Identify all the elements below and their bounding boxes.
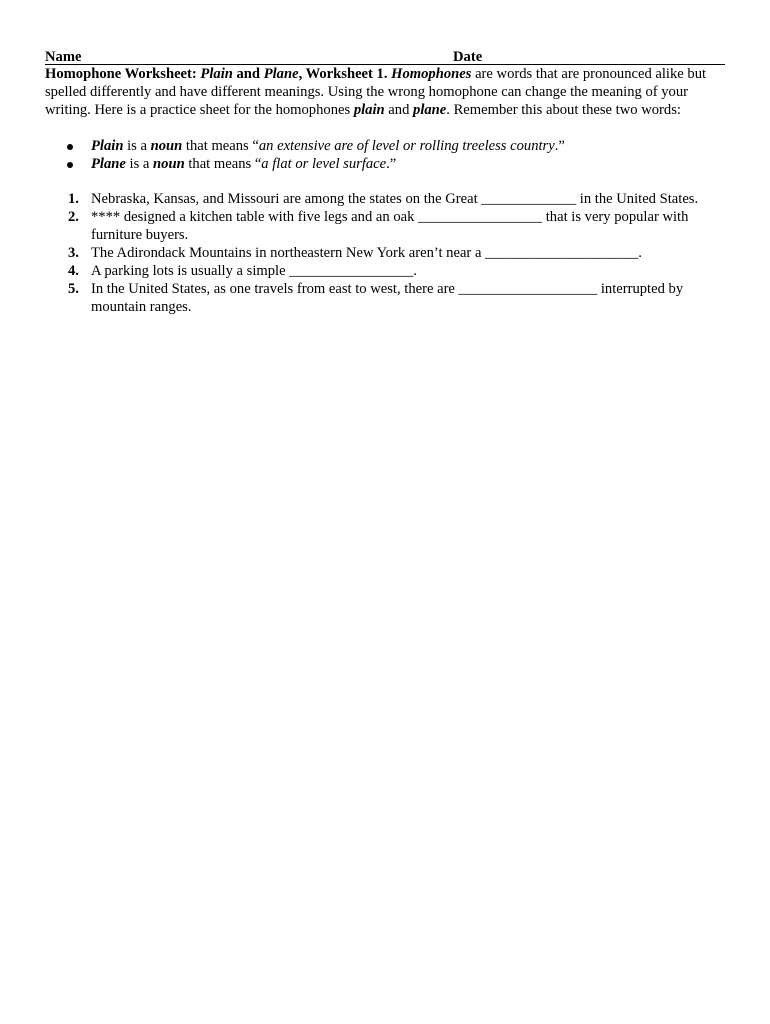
worksheet-title: Homophone Worksheet: Plain and Plane, Worksheet 1. (45, 66, 388, 82)
name-date-line (45, 48, 725, 65)
part-of-speech: noun (150, 138, 183, 154)
question-item (45, 262, 725, 280)
question-text: In the United States, as one travels from east to west, there are ___________________ interrupted by mountain ranges. (91, 281, 684, 315)
intro-paragraph: Homophone Worksheet: Plain and Plane, Worksheet 1. Homophones are words that are pronounced alike but spelled differently and have different meanings. Using the wrong homophone can change the meaning of your writing. Here is a practice sheet for the homophones plain and plane. Remember this about these two words: (45, 66, 707, 118)
question-text: Nebraska, Kansas, and Missouri are among the states on the Great _____________ in the United States. (91, 191, 699, 207)
question-text: A parking lots is usually a simple _________________. (91, 263, 417, 279)
question-text: The Adirondack Mountains in northeastern New York aren’t near a _____________________. (91, 245, 642, 261)
plain-term: plain (353, 102, 385, 118)
definition-text: an extensive are of level or rolling treeless country (258, 138, 555, 154)
plane-term: plane (413, 102, 447, 118)
definition-text: a flat or level surface (261, 156, 387, 172)
intro-text: are words that are pronounced alike but spelled differently and have different meanings. Using the wrong homophone can change the meaning of your writing. Here is a practice sheet for the homophones (45, 66, 707, 118)
question-number: 4. (68, 263, 79, 279)
question-number: 5. (68, 281, 79, 297)
question-number: 1. (68, 191, 79, 207)
name-label: Name (45, 49, 82, 65)
definition-term: Plain (91, 138, 124, 154)
question-number: 2. (68, 209, 79, 225)
question-text: **** designed a kitchen table with five legs and an oak _________________ that is very popular with furniture buyers. (91, 209, 689, 243)
definitions-list (45, 137, 725, 173)
definition-item: Plane is a noun that means “a flat or level surface.” (45, 155, 725, 173)
bullet-icon (67, 144, 73, 150)
definition-term: Plane (91, 156, 126, 172)
homophones-term: Homophones (391, 66, 472, 82)
question-item (45, 190, 725, 208)
part-of-speech: noun (153, 156, 185, 172)
question-item (45, 244, 725, 262)
question-item (45, 208, 725, 244)
date-label: Date (453, 49, 483, 65)
question-item (45, 280, 725, 316)
title-plain: Plain (200, 66, 233, 82)
worksheet-page (45, 48, 725, 316)
question-number: 3. (68, 245, 79, 261)
definition-item: Plain is a noun that means “an extensive are of level or rolling treeless country.” (45, 137, 725, 155)
bullet-icon (67, 162, 73, 168)
questions-list (45, 190, 725, 316)
title-plane: Plane (263, 66, 299, 82)
